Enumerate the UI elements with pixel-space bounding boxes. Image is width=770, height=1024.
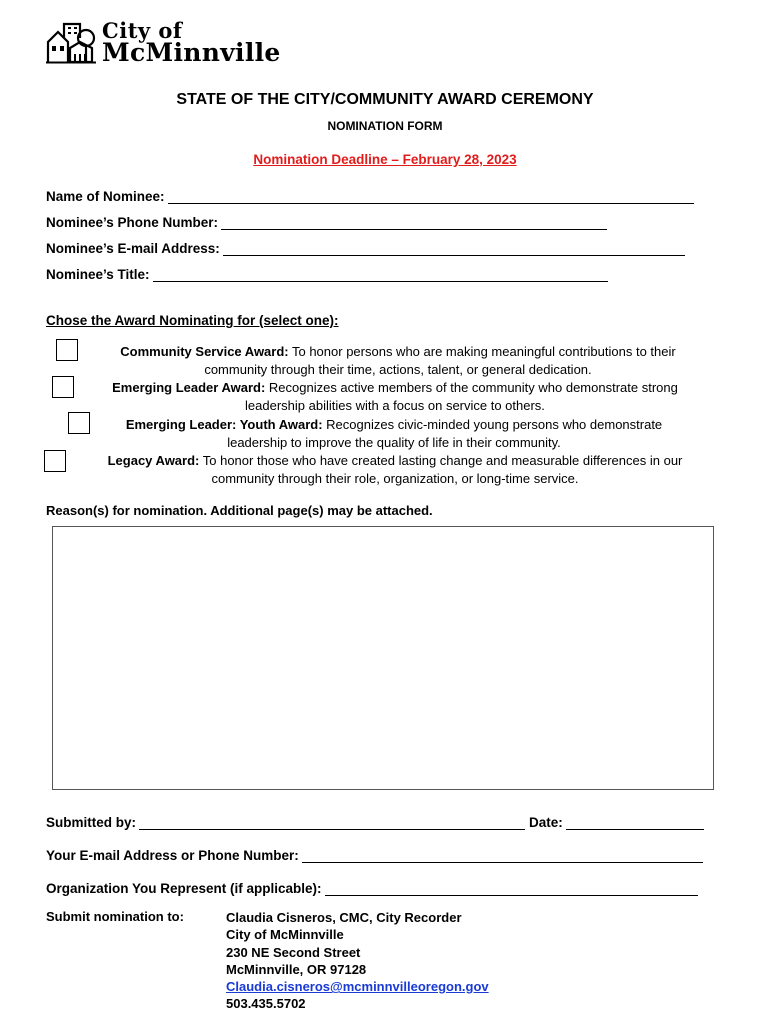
community-service-award-checkbox[interactable] <box>56 339 78 361</box>
nominee-title-field <box>46 267 608 282</box>
submitted-by-field <box>46 815 704 830</box>
nominee-email-input[interactable] <box>223 241 685 256</box>
nominee-email-label: Nominee’s E-mail Address: <box>46 241 220 256</box>
legacy-award-checkbox[interactable] <box>44 450 66 472</box>
organization-input[interactable] <box>325 881 698 896</box>
emerging-leader-award-checkbox[interactable] <box>52 376 74 398</box>
nominee-phone-input[interactable] <box>221 215 607 230</box>
contact-phone: 503.435.5702 <box>226 996 306 1012</box>
nominee-email-field <box>46 241 685 256</box>
city-logo <box>46 18 326 66</box>
reason-textarea[interactable] <box>52 526 714 790</box>
emerging-leader-award-desc-2: leadership abilities with a focus on service to others. <box>245 398 545 413</box>
logo-text-mcminnville: McMinnville <box>102 38 281 67</box>
youth-award-checkbox[interactable] <box>68 412 90 434</box>
youth-award-desc-1: Recognizes civic-minded young persons who demonstrate <box>322 417 663 432</box>
youth-award-desc-2: leadership to improve the quality of life in their community. <box>227 435 561 450</box>
contact-city: McMinnville, OR 97128 <box>226 961 367 977</box>
contact-name: Claudia Cisneros, CMC, City Recorder <box>226 910 462 925</box>
nominee-phone-label: Nominee’s Phone Number: <box>46 215 219 230</box>
legacy-award-name: Legacy Award: <box>107 453 200 468</box>
emerging-leader-award <box>74 379 716 415</box>
logo-text-city-of: City of <box>102 18 183 43</box>
nominee-name-field <box>46 189 694 204</box>
form-title: STATE OF THE CITY/COMMUNITY AWARD CEREMONY <box>176 91 594 108</box>
community-service-award-name: Community Service Award: <box>120 344 289 359</box>
reason-label: Reason(s) for nomination. Additional page(s) may be attached. <box>46 503 433 518</box>
emerging-leader-award-desc-1: Recognizes active members of the community who demonstrate strong <box>265 380 678 395</box>
submit-to-label: Submit nomination to: <box>46 909 184 924</box>
contact-email-link[interactable]: Claudia.cisneros@mcminnvilleoregon.gov <box>226 979 489 995</box>
nominee-phone-field <box>46 215 607 230</box>
legacy-award <box>66 452 724 488</box>
emerging-leader-award-name: Emerging Leader Award: <box>112 380 266 395</box>
contact-street: 230 NE Second Street <box>226 944 361 960</box>
nomination-deadline: Nomination Deadline – February 28, 2023 <box>253 152 517 167</box>
submitter-contact-input[interactable] <box>302 848 703 863</box>
organization-field <box>46 881 698 896</box>
youth-award-name: Emerging Leader: Youth Award: <box>125 417 323 432</box>
nominee-name-label: Name of Nominee: <box>46 189 165 204</box>
contact-org: City of McMinnville <box>226 927 344 943</box>
city-skyline-icon <box>46 18 98 64</box>
submitter-contact-label: Your E-mail Address or Phone Number: <box>46 848 299 863</box>
legacy-award-desc-2: community through their role, organization, or long-time service. <box>211 471 579 486</box>
recorder-contact <box>226 909 489 1013</box>
submitted-by-input[interactable] <box>139 815 525 830</box>
community-service-award-desc-2: community through their time, actions, talent, or general dedication. <box>204 362 592 377</box>
youth-award <box>90 416 698 452</box>
form-subtitle: NOMINATION FORM <box>327 119 443 133</box>
community-service-award <box>78 343 718 379</box>
date-input[interactable] <box>566 815 704 830</box>
nominee-title-label: Nominee’s Title: <box>46 267 150 282</box>
submitter-contact-field <box>46 848 703 863</box>
nominee-name-input[interactable] <box>168 189 694 204</box>
organization-label: Organization You Represent (if applicable): <box>46 881 322 896</box>
legacy-award-desc-1: To honor those who have created lasting change and measurable differences in our <box>199 453 683 468</box>
community-service-award-desc-1: To honor persons who are making meaningful contributions to their <box>288 344 676 359</box>
submitted-by-label: Submitted by: <box>46 815 136 830</box>
awards-heading: Chose the Award Nominating for (select one): <box>46 313 339 328</box>
date-label: Date: <box>529 815 563 830</box>
nominee-title-input[interactable] <box>153 267 608 282</box>
